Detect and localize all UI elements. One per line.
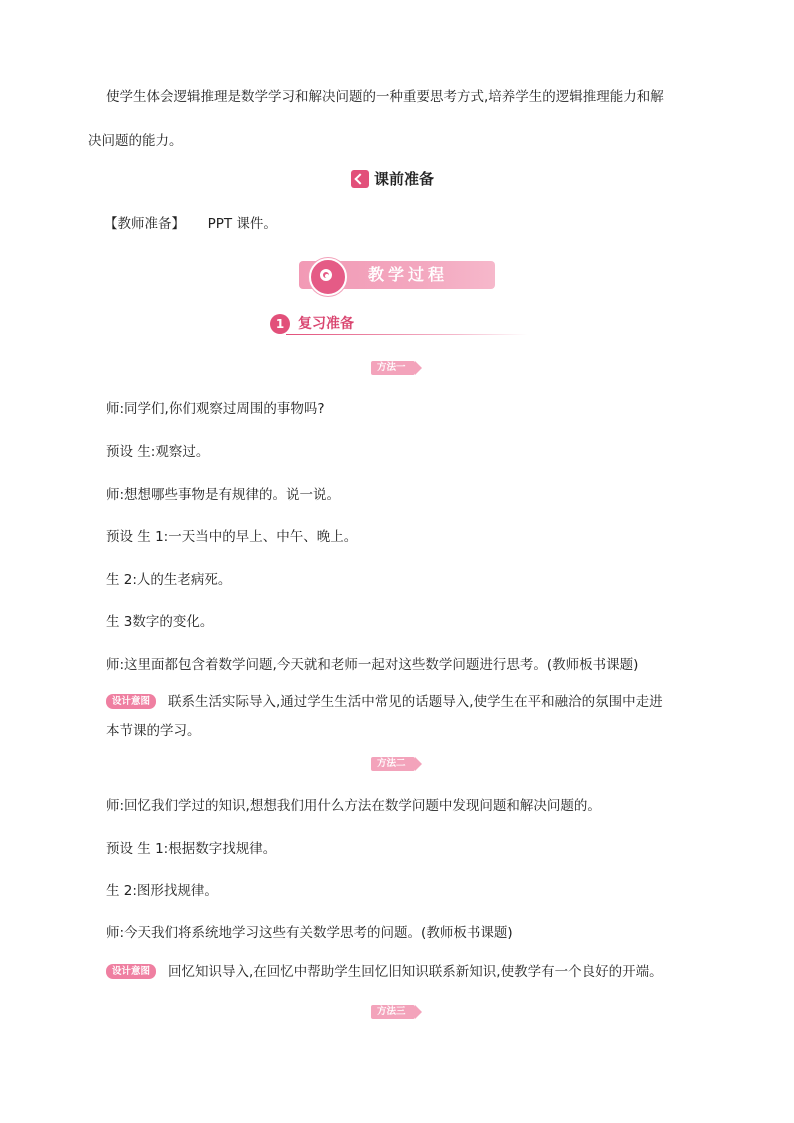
method2-line: 预设 生 1:根据数字找规律。 xyxy=(106,841,277,857)
bookmark-arrow-icon xyxy=(351,170,369,188)
process-banner-title: 教学过程 xyxy=(368,265,449,284)
method1-line: 生 3数字的变化。 xyxy=(106,614,214,630)
method1-line: 师:同学们,你们观察过周围的事物吗? xyxy=(106,401,325,417)
method2-line: 师:今天我们将系统地学习这些有关数学思考的问题。(教师板书课题) xyxy=(106,925,513,941)
method1-line: 生 2:人的生老病死。 xyxy=(106,572,232,588)
design-intent-badge: 设计意图 xyxy=(106,964,156,979)
method1-line: 师:这里面都包含着数学问题,今天就和老师一起对这些数学问题进行思考。(教师板书课题) xyxy=(106,657,639,673)
intro-line-2: 决问题的能力。 xyxy=(88,133,183,149)
prep-section-title: 课前准备 xyxy=(374,170,435,188)
target-icon xyxy=(309,258,347,296)
method1-line: 预设 生 1:一天当中的早上、中午、晚上。 xyxy=(106,529,358,545)
method2-line: 生 2:图形找规律。 xyxy=(106,883,218,899)
method2-line: 师:回忆我们学过的知识,想想我们用什么方法在数学问题中发现问题和解决问题的。 xyxy=(106,798,601,814)
design-intent-badge: 设计意图 xyxy=(106,694,156,709)
design-intent-text: 联系生活实际导入,通过学生生活中常见的话题导入,使学生在平和融洽的氛围中走进 xyxy=(168,694,663,710)
method1-line: 师:想想哪些事物是有规律的。说一说。 xyxy=(106,487,341,503)
method-2-tag: 方法二 xyxy=(371,757,415,771)
prep-section-heading xyxy=(351,168,434,189)
teacher-prep xyxy=(104,215,277,233)
teacher-prep-content: PPT 课件。 xyxy=(207,216,277,232)
method1-line: 预设 生:观察过。 xyxy=(106,444,210,460)
design-intent-text: 本节课的学习。 xyxy=(106,723,201,739)
method-3-tag: 方法三 xyxy=(371,1005,415,1019)
design-intent-text: 回忆知识导入,在回忆中帮助学生回忆旧知识联系新知识,使教学有一个良好的开端。 xyxy=(168,964,663,980)
step-1-title: 复习准备 xyxy=(298,316,354,332)
teacher-prep-label: 【教师准备】 xyxy=(104,216,185,232)
step-1-underline xyxy=(286,334,528,335)
method-1-tag: 方法一 xyxy=(371,361,415,375)
step-number-badge: 1 xyxy=(270,314,290,334)
intro-line-1: 使学生体会逻辑推理是数学学习和解决问题的一种重要思考方式,培养学生的逻辑推理能力和解 xyxy=(106,89,664,105)
